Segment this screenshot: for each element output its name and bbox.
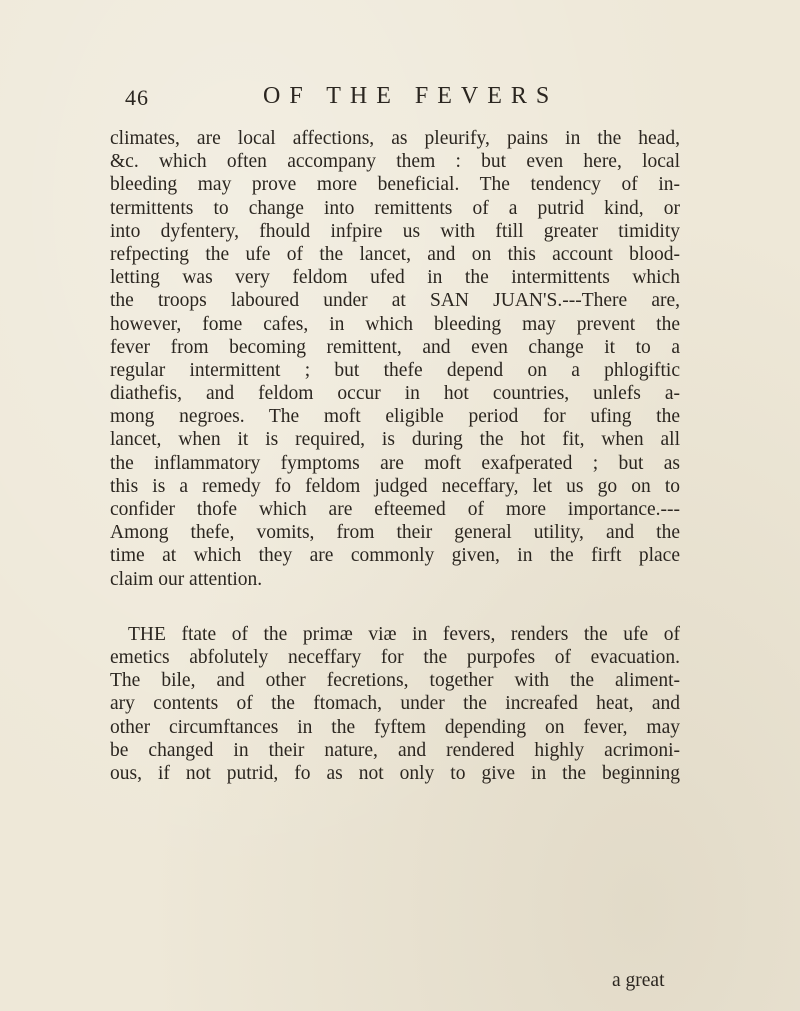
text-line: diathefis, and feldom occur in hot countries, unlefs a-: [110, 383, 680, 405]
text-line: the inflammatory fymptoms are moft exafperated ; but as: [110, 452, 680, 474]
text-line: &c. which often accompany them : but even here, local: [110, 151, 680, 173]
running-head: OF THE FEVERS: [263, 83, 559, 109]
text-line: The bile, and other fecretions, together with the aliment-: [110, 670, 680, 692]
catchword: a great: [612, 970, 665, 991]
text-line: claim our attention.: [110, 568, 263, 590]
text-line: bleeding may prove more beneficial. The tendency of in-: [110, 174, 680, 196]
text-line: mong negroes. The moft eligible period for ufing the: [110, 406, 680, 428]
text-line: letting was very feldom ufed in the intermittents which: [110, 267, 680, 289]
text-line: ous, if not putrid, fo as not only to give in the beginning: [110, 762, 680, 784]
paragraph-gap: [110, 591, 680, 623]
text-line: climates, are local affections, as pleurify, pains in the head,: [110, 128, 680, 149]
text-line: refpecting the ufe of the lancet, and on this account blood-: [110, 243, 680, 265]
body-text: [110, 127, 680, 785]
text-line: into dyfentery, fhould infpire us with ftill greater timidity: [110, 220, 680, 242]
paragraph-2: [110, 623, 680, 785]
text-line: ary contents of the ftomach, under the increafed heat, and: [110, 693, 680, 715]
text-line: time at which they are commonly given, in the firft place: [110, 545, 680, 567]
text-line: THE ftate of the primæ viæ in fevers, renders the ufe of: [128, 623, 680, 645]
text-line: this is a remedy fo feldom judged neceffary, let us go on to: [110, 475, 680, 497]
text-line: other circumftances in the fyftem depending on fever, may: [110, 716, 680, 738]
text-line: be changed in their nature, and rendered highly acrimoni-: [110, 739, 680, 761]
text-line: fever from becoming remittent, and even change it to a: [110, 336, 680, 358]
text-line: lancet, when it is required, is during the hot fit, when all: [110, 429, 680, 451]
text-line: termittents to change into remittents of a putrid kind, or: [110, 197, 680, 219]
page-header: [125, 85, 685, 115]
text-line: the troops laboured under at SAN JUAN'S.---There are,: [110, 290, 680, 312]
text-line: Among thefe, vomits, from their general utility, and the: [110, 522, 680, 544]
text-line: emetics abfolutely neceffary for the purpofes of evacuation.: [110, 646, 680, 668]
text-line: however, fome cafes, in which bleeding may prevent the: [110, 313, 680, 335]
paragraph-1: [110, 127, 680, 591]
text-line: regular intermittent ; but thefe depend on a phlogiftic: [110, 359, 680, 381]
page-number: 46: [125, 85, 149, 110]
text-line: confider thofe which are efteemed of more importance.---: [110, 499, 680, 520]
